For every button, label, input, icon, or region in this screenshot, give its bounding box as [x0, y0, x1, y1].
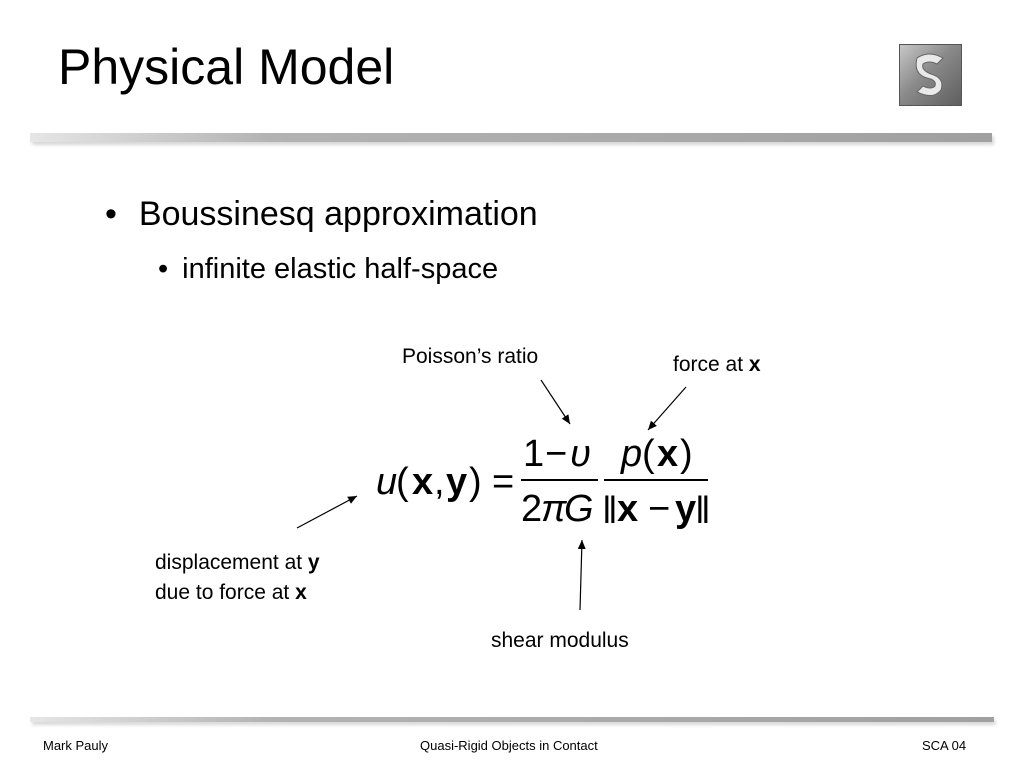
formula-x: x [412, 461, 434, 503]
annotation-shear: shear modulus [491, 629, 629, 652]
annotation-displacement-var: y [307, 551, 320, 574]
formula-minus-2: − [648, 488, 671, 530]
formula-equals: = [492, 461, 515, 503]
footer-rule [30, 717, 994, 722]
formula-two: 2 [521, 488, 543, 530]
formula-y-2: y [675, 488, 697, 530]
formula-y: y [446, 461, 468, 503]
bullet-dot: • [105, 195, 117, 233]
norm-left: ‖ [602, 490, 618, 532]
formula-x-3: x [617, 488, 639, 530]
formula-p: p [621, 433, 643, 475]
annotation-displacement [155, 548, 320, 608]
bullet-dot: • [158, 253, 169, 285]
arrow-force [648, 387, 686, 430]
arrow-shear [580, 540, 582, 610]
boussinesq-formula [376, 433, 711, 532]
bullet-level2-text: infinite elastic half-space [182, 253, 499, 285]
bullet-level1-text: Boussinesq approximation [138, 195, 538, 233]
annotation-due-text: due to force at [155, 581, 296, 604]
formula-comma: , [434, 461, 445, 503]
annotation-force-text: force at [673, 353, 749, 376]
formula-u: u [376, 461, 398, 503]
formula-one: 1 [523, 433, 545, 475]
norm-right: ‖ [695, 490, 711, 532]
annotation-poisson: Poisson’s ratio [402, 345, 539, 368]
annotation-force-var: x [748, 353, 761, 376]
formula-nu: υ [570, 433, 591, 475]
annotation-force [673, 350, 761, 380]
footer-author: Mark Pauly [43, 738, 109, 753]
slide-title: Physical Model [58, 39, 395, 95]
formula-x-2: x [657, 433, 679, 475]
formula-minus-1: − [545, 433, 568, 475]
annotation-due-var: x [295, 581, 307, 604]
formula-pi: π [541, 488, 567, 530]
annotation-displacement-text: displacement at [155, 551, 308, 574]
formula-paren-open-2: ( [642, 433, 655, 475]
footer-talk-title: Quasi-Rigid Objects in Contact [420, 738, 598, 753]
arrow-displacement [297, 496, 357, 528]
formula-paren-open: ( [396, 461, 409, 503]
arrow-poisson [541, 380, 570, 424]
formula-paren-close: ) [469, 461, 482, 503]
formula-paren-close-2: ) [680, 433, 693, 475]
footer-venue: SCA 04 [922, 738, 967, 753]
formula-G: G [564, 488, 594, 530]
